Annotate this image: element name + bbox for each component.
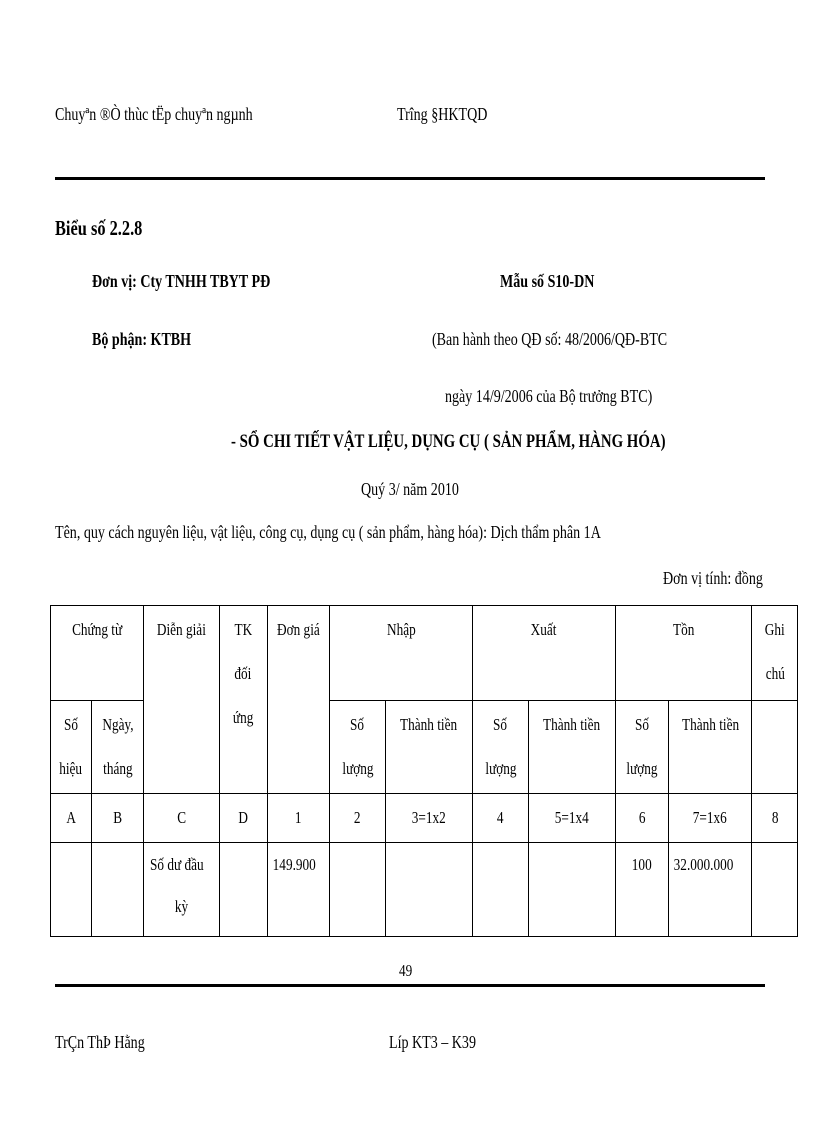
cell-empty <box>51 842 92 936</box>
header-xuat: Xuất <box>472 606 615 701</box>
unit-label: Đơn vị: Cty TNHH TBYT PĐ <box>92 271 271 291</box>
footer-rule <box>55 984 765 987</box>
header-xuat-thanh-tien: Thành tiền <box>528 700 615 793</box>
header-ghi-chu: Ghi chú <box>752 606 798 701</box>
ledger-table <box>50 605 798 937</box>
header-ghi-chu-spacer <box>752 700 798 793</box>
header-don-gia: Đơn giá <box>267 606 329 794</box>
template-code: Mẫu số S10-DN <box>500 271 595 291</box>
code-cell: D <box>219 793 267 842</box>
cell-empty <box>219 842 267 936</box>
currency-unit: Đơn vị tính: đồng <box>663 568 763 588</box>
header-nhap: Nhập <box>329 606 472 701</box>
running-header-center: Trîng §HKTQD <box>397 104 488 124</box>
cell-empty <box>385 842 472 936</box>
page-number: 49 <box>399 961 413 980</box>
issued-line-2: ngày 14/9/2006 của Bộ trưởng BTC) <box>445 386 653 406</box>
period: Quý 3/ năm 2010 <box>361 479 459 499</box>
header-tk-doi-ung: TK đối ứng <box>219 606 267 794</box>
column-code-row <box>51 793 798 842</box>
code-cell: 2 <box>329 793 385 842</box>
code-cell: 3=1x2 <box>385 793 472 842</box>
code-cell: A <box>51 793 92 842</box>
header-ton: Tồn <box>615 606 752 701</box>
code-cell: 5=1x4 <box>528 793 615 842</box>
running-footer-center: Líp KT3 – K39 <box>389 1032 476 1052</box>
header-ngay-thang: Ngày, tháng <box>92 700 144 793</box>
header-rule <box>55 177 765 180</box>
header-chung-tu: Chứng từ <box>51 606 144 655</box>
opening-balance-description: Số dư đầu kỳ <box>144 842 220 936</box>
header-so-hieu: Số hiệu <box>51 700 92 793</box>
cell-empty <box>528 842 615 936</box>
form-code: Biểu số 2.2.8 <box>55 216 143 240</box>
header-xuat-so-luong: Số lượng <box>472 700 528 793</box>
header-nhap-so-luong: Số lượng <box>329 700 385 793</box>
item-description: Tên, quy cách nguyên liệu, vật liệu, công cụ, dụng cụ ( sản phẩm, hàng hóa): Dịch thẩm phân 1A <box>55 522 601 542</box>
running-footer-left: TrÇn ThÞ Hằng <box>55 1032 145 1052</box>
cell-empty <box>472 842 528 936</box>
code-cell: C <box>144 793 220 842</box>
running-header-left: Chuyªn ®Ò thùc tËp chuyªn ngµnh <box>55 104 253 124</box>
code-cell: 6 <box>615 793 668 842</box>
department-label: Bộ phận: KTBH <box>92 329 192 349</box>
cell-empty <box>329 842 385 936</box>
header-ton-thanh-tien: Thành tiền <box>668 700 752 793</box>
code-cell: 7=1x6 <box>668 793 752 842</box>
header-ton-so-luong: Số lượng <box>615 700 668 793</box>
code-cell: B <box>92 793 144 842</box>
opening-stock-amount: 32.000.000 <box>668 842 752 936</box>
code-cell: 1 <box>267 793 329 842</box>
cell-empty <box>92 842 144 936</box>
opening-unit-price: 149.900 <box>267 842 329 936</box>
opening-stock-quantity: 100 <box>615 842 668 936</box>
code-cell: 8 <box>752 793 798 842</box>
document-title: - SỔ CHI TIẾT VẬT LIỆU, DỤNG CỤ ( SẢN PHẨM, HÀNG HÓA) <box>231 431 666 452</box>
opening-balance-row <box>51 842 798 936</box>
header-dien-giai: Diễn giải <box>144 606 220 794</box>
header-chung-tu-spacer <box>51 654 144 700</box>
cell-empty <box>752 842 798 936</box>
code-cell: 4 <box>472 793 528 842</box>
issued-line-1: (Ban hành theo QĐ số: 48/2006/QĐ-BTC <box>432 329 668 349</box>
header-nhap-thanh-tien: Thành tiền <box>385 700 472 793</box>
